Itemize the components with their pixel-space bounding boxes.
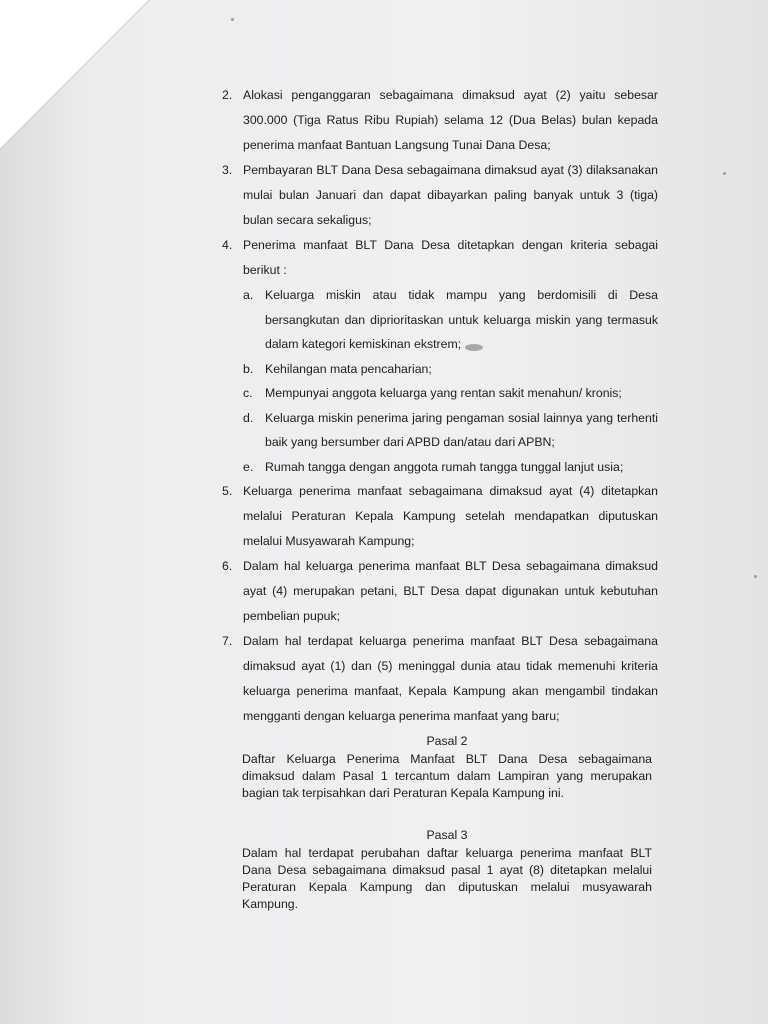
item-number: 7. xyxy=(222,634,233,648)
list-item xyxy=(222,233,658,283)
criteria-item xyxy=(243,455,658,480)
criteria-text: Mempunyai anggota keluarga yang rentan sakit menahun/ kronis; xyxy=(265,386,622,400)
item-number: 6. xyxy=(222,559,233,573)
item-text: Dalam hal terdapat keluarga penerima manfaat BLT Desa sebagaimana dimaksud ayat (1) dan (5) meninggal dunia atau tidak memenuhi kriteria keluarga penerima manfaat, Kepala Kampung akan mengambil tindakan mengganti dengan keluarga penerima manfaat yang baru; xyxy=(243,634,658,723)
pasal-3-text: Dalam hal terdapat perubahan daftar keluarga penerima manfaat BLT Dana Desa sebagaimana dimaksud pasal 1 ayat (8) ditetapkan melalui Peraturan Kepala Kampung dan diputuskan melalui musyawarah Kampung. xyxy=(242,846,652,911)
criteria-item xyxy=(243,381,658,406)
item-number: 2. xyxy=(222,88,233,102)
item-number: 5. xyxy=(222,484,233,498)
criteria-text: Kehilangan mata pencaharian; xyxy=(265,361,432,376)
criteria-letter: a. xyxy=(243,288,254,302)
item-text: Keluarga penerima manfaat sebagaimana dimaksud ayat (4) ditetapkan melalui Peraturan Kepala Kampung setelah mendapatkan diputuskan melalui Musyawarah Kampung; xyxy=(243,484,658,548)
list-item xyxy=(222,554,658,629)
item-text: Alokasi penganggaran sebagaimana dimaksud ayat (2) yaitu sebesar 300.000 (Tiga Ratus Ribu Rupiah) selama 12 (Dua Belas) bulan kepada penerima manfaat Bantuan Langsung Tunai Dana Desa; xyxy=(243,88,658,152)
pasal-2-text: Daftar Keluarga Penerima Manfaat BLT Dana Desa sebagaimana dimaksud dalam Pasal 1 tercantum dalam Lampiran yang merupakan bagian tak terpisahkan dari Peraturan Kepala Kampung ini. xyxy=(242,752,652,800)
criteria-text: Keluarga miskin atau tidak mampu yang berdomisili di Desa bersangkutan dan diprioritaskan untuk keluarga miskin yang termasuk dalam kategori kemiskinan ekstrem; xyxy=(265,288,658,351)
criteria-letter: d. xyxy=(243,410,254,425)
list-item xyxy=(222,479,658,554)
scan-speck xyxy=(723,172,726,175)
item-text: Penerima manfaat BLT Dana Desa ditetapkan dengan kriteria sebagai berikut : xyxy=(243,238,658,277)
article-body xyxy=(222,83,658,729)
criteria-item xyxy=(243,357,658,382)
item-number: 4. xyxy=(222,238,233,252)
list-item xyxy=(222,158,658,233)
criteria-letter: b. xyxy=(243,361,254,376)
list-item xyxy=(222,83,658,158)
scan-speck xyxy=(231,18,234,21)
criteria-item xyxy=(243,406,658,455)
criteria-item xyxy=(243,283,658,357)
criteria-letter: e. xyxy=(243,459,254,474)
list-item xyxy=(222,629,658,729)
criteria-letter: c. xyxy=(243,386,253,400)
item-text: Pembayaran BLT Dana Desa sebagaimana dimaksud ayat (3) dilaksanakan mulai bulan Januari dan dapat dibayarkan paling banyak untuk 3 (tiga) bulan secara sekaligus; xyxy=(243,163,658,227)
pasal-3-section xyxy=(242,827,652,913)
item-text: Dalam hal keluarga penerima manfaat BLT Desa sebagaimana dimaksud ayat (4) merupakan petani, BLT Desa dapat digunakan untuk kebutuhan pembelian pupuk; xyxy=(243,559,658,623)
scan-speck xyxy=(754,575,757,578)
item-number: 3. xyxy=(222,163,233,177)
pasal-3-title: Pasal 3 xyxy=(426,828,468,842)
criteria-text: Rumah tangga dengan anggota rumah tangga tunggal lanjut usia; xyxy=(265,459,624,474)
pasal-2-section xyxy=(242,733,652,802)
page-corner-fold xyxy=(0,0,150,150)
criteria-text: Keluarga miskin penerima jaring pengaman sosial lainnya yang terhenti baik yang bersumber dari APBD dan/atau dari APBN; xyxy=(265,410,658,449)
pasal-2-title: Pasal 2 xyxy=(426,734,468,748)
